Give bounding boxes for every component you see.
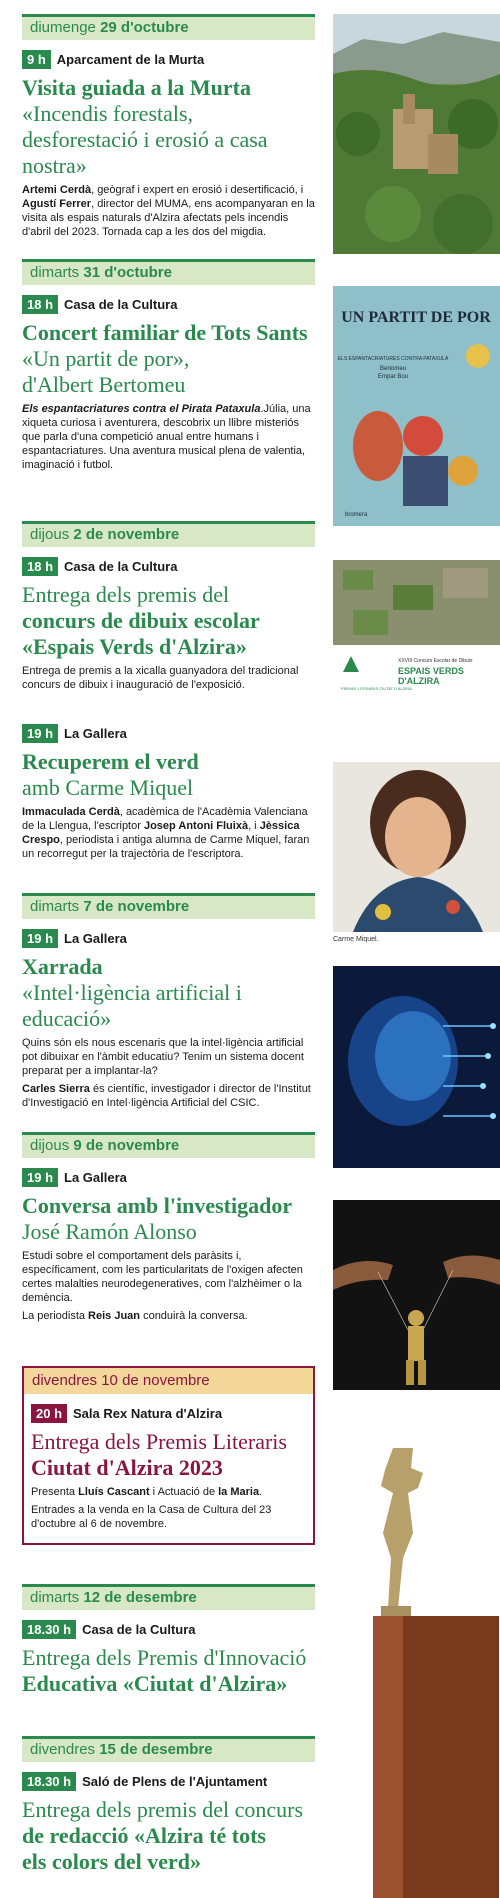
svg-text:ESPAIS VERDS: ESPAIS VERDS [398, 666, 464, 676]
event-place: La Gallera [64, 726, 127, 741]
event-title: Entrega dels premis del concurs de redacció «Alzira té tots els colors del verd» [22, 1797, 304, 1874]
event-innovacio-educativa [22, 1584, 315, 1697]
svg-text:D'ALZIRA: D'ALZIRA [398, 676, 440, 686]
time-badge: 9 h [22, 50, 51, 69]
event-title: Entrega dels premis del concurs de dibuix escolar «Espais Verds d'Alzira» [22, 582, 260, 659]
time-badge: 19 h [22, 724, 58, 743]
event-meta [22, 1168, 315, 1187]
event-date: divendres 10 de novembre [24, 1368, 313, 1394]
event-title: Xarrada «Intel·ligència artificial i educació» [22, 954, 242, 1031]
photo-caption: Carme Miquel. [333, 936, 379, 943]
event-meta [22, 1620, 315, 1639]
svg-text:XXVIII Concurs Escolar de Dibu: XXVIII Concurs Escolar de Dibuix [398, 658, 473, 664]
event-jose-ramon-alonso [22, 1132, 315, 1327]
event-place: La Gallera [64, 931, 127, 946]
carme-miquel-portrait [333, 762, 500, 932]
svg-text:Empar Bou: Empar Bou [377, 374, 409, 380]
time-badge: 18.30 h [22, 1772, 76, 1791]
event-place: Saló de Plens de l'Ajuntament [82, 1774, 268, 1789]
event-date: divendres 15 de desembre [22, 1736, 315, 1762]
event-meta [22, 724, 315, 743]
event-description: Estudi sobre el comportament dels paràsits i, específicament, com les particularitats de l'oxigen afecten certes malalties neurodegeneratives, com l'alzhèimer o la demència. La periodista Reis Juan conduirà la conversa. [22, 1250, 303, 1322]
event-date: dijous 2 de novembre [22, 521, 315, 547]
event-description: Entrega de premis a la xicalla guanyadora del tradicional concurs de dibuix i inauguració de l'exposició. [22, 665, 299, 691]
event-intelligencia-artificial [22, 893, 315, 1114]
espais-verds-poster [333, 560, 500, 731]
time-badge: 19 h [22, 929, 58, 948]
event-place: Sala Rex Natura d'Alzira [73, 1406, 223, 1421]
event-date: dimarts 12 de desembre [22, 1584, 315, 1610]
event-place: La Gallera [64, 1170, 127, 1185]
time-badge: 20 h [31, 1404, 67, 1423]
event-place: Casa de la Cultura [82, 1622, 196, 1637]
time-badge: 18.30 h [22, 1620, 76, 1639]
trophy-statue-photo [333, 1448, 500, 1898]
svg-text:bromera: bromera [345, 512, 368, 518]
event-title: Entrega dels Premis d'Innovació Educativa «Ciutat d'Alzira» [22, 1645, 307, 1696]
event-place: Aparcament de la Murta [56, 52, 205, 67]
event-concert-familiar [22, 259, 315, 476]
cover-title: UN PARTIT DE POR [341, 309, 491, 326]
time-badge: 19 h [22, 1168, 58, 1187]
event-visita-murta [22, 14, 315, 243]
event-place: Casa de la Cultura [64, 297, 178, 312]
time-badge: 18 h [22, 295, 58, 314]
event-meta [22, 929, 315, 948]
event-title: Concert familiar de Tots Sants «Un partit de por», d'Albert Bertomeu [22, 320, 308, 397]
event-carme-miquel [22, 714, 315, 865]
event-meta [22, 50, 315, 69]
ai-head-illustration [333, 966, 500, 1168]
murta-monastery-forest-photo [333, 14, 500, 254]
svg-text:Bertomeu: Bertomeu [379, 366, 407, 372]
event-date: diumenge 29 d'octubre [22, 14, 315, 40]
event-meta [22, 1772, 315, 1791]
event-concurs-redaccio [22, 1736, 315, 1875]
event-description: Els espantacriatures contra el Pirata Pataxula.Júlia, una xiqueta curiosa i aventurera, descobrix un llibre misteriós que parla d'una competició anual entre humans i espantacriatures. Una aventura musical plena de valentia, imaginació i futbol. [22, 403, 311, 471]
puppet-hands-photo [333, 1200, 500, 1390]
time-badge: 18 h [22, 557, 58, 576]
event-meta [22, 295, 315, 314]
event-title: Conversa amb l'investigador José Ramón Alonso [22, 1193, 293, 1244]
event-date: dimarts 7 de novembre [22, 893, 315, 919]
event-title: Visita guiada a la Murta «Incendis forestals, desforestació i erosió a casa nostra» [22, 75, 268, 178]
event-date: dijous 9 de novembre [22, 1132, 315, 1158]
event-meta [22, 557, 315, 576]
event-date: dimarts 31 d'octubre [22, 259, 315, 285]
svg-text:PREMIS LITERARIS CIUTAT D'ALZI: PREMIS LITERARIS CIUTAT D'ALZIRA [341, 686, 412, 691]
event-meta [31, 1404, 306, 1423]
un-partit-de-por-book-cover [333, 286, 500, 526]
event-title: Entrega dels Premis Literaris Ciutat d'Alzira 2023 [31, 1429, 287, 1480]
cover-subtitle: ELS ESPANTACRIATURES CONTRA PATAXULA [337, 356, 449, 362]
event-place: Casa de la Cultura [64, 559, 178, 574]
event-description: Artemi Cerdà, geògraf i expert en erosió i desertificació, i Agustí Ferrer, director del MUMA, ens acompanyaran en la visita als espais naturals d'Alzira afectats pels incendis d'abril del 2023. Tornada cap a les dos del migdia. [22, 184, 315, 238]
event-description: Immaculada Cerdà, acadèmica de l'Acadèmia Valenciana de la Llengua, l'escriptor Josep Antoni Fluixà, i Jèssica Crespo, periodista i antiga alumna de Carme Miquel, faran un recorregut per la trajectòria de l'escriptora. [22, 806, 310, 860]
event-description: Quins són els nous escenaris que la intel·ligència artificial pot dibuixar en l'àmbit educatiu? Tenim un sistema docent preparat per a implantar-la? Carles Sierra és científic, investigador i director de l'Institut d'Investigació en Intel·ligència Artificial del CSIC. [22, 1037, 311, 1109]
event-premis-literaris [22, 1366, 315, 1545]
event-espais-verds [22, 521, 315, 696]
event-description: Presenta Lluís Cascant i Actuació de la Maria. Entrades a la venda en la Casa de Cultura del 23 d'octubre al 6 de novembre. [31, 1486, 272, 1530]
event-title: Recuperem el verd amb Carme Miquel [22, 749, 199, 800]
